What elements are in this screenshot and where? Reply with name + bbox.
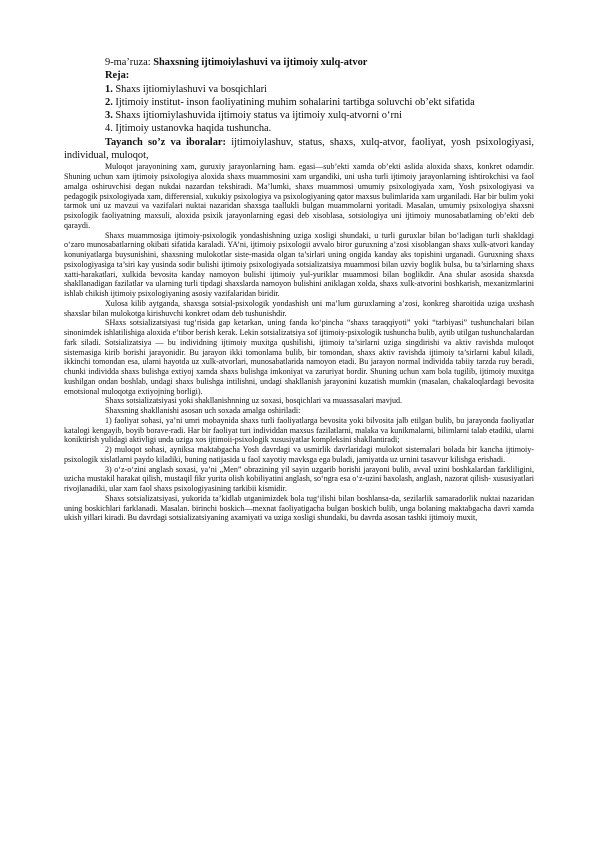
paragraph: Shaxs muammosiga ijtimoiy-psixologik yondashishning uziga xosligi shundaki, u turli guruxlar bilan bo‘ladigan turli shakldagi o‘zaro munosabatlarning okibati sifatida karaladi. YA’ni, ijtimoiy psixologii avvalo biror guruxning a’zosi xisoblangan shaxs xulk-atvori kanday konuniyatlarga buysunishini, shaxsning mulokotlar siste-masida olgan ta’sirlari uning ongida kanday aks topishini urganadi. Guruxning shaxs psixologiyasiga ta’siri kay yusinda sodir bulishi ijtimoiy psixologiyada sotsializatsiya muammosi bilan uzviy boglik bulsa, bu ta’sirlarning shaxs xatti-harakatlari, xulkida bevosita kanday namoyon bulishi ijtimoiy yul-yuriklar muammosi bilan boglikdir. Ana shular asosida shaxsda shakllanadigan fazilatlar va ularning turli tipdagi shaxslarda namoyon bulishini aniklagan xolda, shaxs xulk-atvorini boshkarish, mexanizmlarini ishlab chikish ijtimoiy psixologiyaning asosiy vazifalaridan biridir. [64, 230, 534, 299]
paragraph: Muloqot jarayonining xam, guruxiy jarayonlarning ham. egasi—sub’ekti xamda ob’ekti aslida aloxida shaxs, konkret odamdir. Shuning uchun xam ijtimoiy psixologiya aloxida shaxs muammosini xam urgandiki, uni usha turli ijtimoiy jarayonlarning ishtirokchisi va faol amalga oshiruvchisi degan nukdai nazardan tekshiradi. Ma’lumki, shaxs muammosi umumiy psixologiyada xam, Yosh psixologiyasi va pedagogik psixologiyada xam, differensial, xukukiy psixologiya va psixologiyaning qator maxsus bulimlarida xam urganiladi. Har bir bulim yoki tarmok uni uz mavzui va vazifalari nuktai nazaridan shaxsga taallukli bulgan muammolarni yoritadi. Masalan, umumiy psixologiya shaxsni psixologik faoliyatning maxsuli, aloxida psixik jarayonlarning egasi deb xisoblasa, sotsiologiya uni ijtimoiy munosabatlarning ob’ekti deb qaraydi. [64, 162, 534, 230]
paragraph: Xulosa kilib aytganda, shaxsga sotsial-psixologik yondashish uni ma’lum guruxlarning a’zosi, konkreg sharoitida uziga uxshash shaxslar bilan mulokotga kirishuvchi konkret odam deb tushunishdir. [64, 298, 534, 318]
keywords-text: ijtimoiylashuv, status, shaxs, xulq-atvor, faoliyat, yosh psixologiyasi, individual, muloqot, [64, 136, 534, 162]
list-item: 2) muloqot sohasi, ayniksa maktabgacha Yosh davrdagi va usmirlik davrlaridagi mulokot sistemalari bolada bir kancha ijtimoiy-psixologik xislatlarni paydo kiladiki, buning natijasida u faol xayotiy mavksga ega buladi, jamiyatda uz urnini tasavvur kilishga erishadi. [64, 445, 534, 464]
paragraph: SHaxs sotsializatsiyasi tug‘risida gap ketarkan, uning fanda ko‘pincha “shaxs taraqqiyoti” yoki “tarbiyasi” tushunchalari bilan sinonimdek ishlatilishiga aloxida e’tibor berish kerak. Lekin sotsializatsiya sof ijtimoiy-psixologik tushuncha bulib, aytib utilgan tushunchalardan fark siladi. Sotsializatsiya — bu individning ijtimoiy muxitga qushilishi, ijtimoiy ta’sirlarni uziga singdirishi va aktiv ravishda muloqot sistemasiga kirib borishi jarayonidir. Bu jarayon ikki tomonlama bulib, bir tomondan, shaxs aktiv ravishda ijtimoiy ta’sirlarni kabul kiladi, ikkinchi tomondan esa, ularni hayotda uz xulk-atvorlari, munosabatlarida namoyon etadi. Bu jarayon normal individda tabiiy tarzda ruy beradi, chunki individda shaxs bulishga extiyoj xamda shaxs bulishga imkoniyat va zaruriyat bordir. Shuning uchun xam bola tugilib, ijtimoiy muxitga kushilgan ondan boshlab, undagi shaxs bulishga intilishni, undagi shakllanish jarayonini kuzatish mumkin (masalan, chakaloqlardagi bevosita emotsional muloqotga extiyojning borligi). [64, 318, 534, 396]
lecture-prefix: 9-ma’ruza: [105, 57, 154, 68]
lecture-heading [64, 56, 534, 69]
list-item: 1) faoliyat sohasi, ya’ni umri mobaynida shaxs turli faoliyatlarga bevosita yoki bilvosita jalb etilgan bulib, bu jarayonda faoliyatlar katalogi kengayib, boyib borave-radi. Har bir faoliyat turi individdan maxsus fazilatlarni, malaka va kunikmalarni, bilimlarni talab etadiki, ularni koniktirish yulidagi aktivligi unda uziga xos ijtimoii-psixologik xususiyatlar kompleksini shakllantiradi; [64, 415, 534, 445]
paragraph: Shaxs sotsializatsiyasi yoki shakllanishnning uz soxasi, bosqichlari va muassasalari mavjud. [105, 396, 403, 406]
plan-item-3: 3. Shaxs ijtiomiylashuvida ijtimoiy status va ijtimoiy xulq-atvorni o‘rni [105, 110, 402, 122]
plan-label: Reja: [105, 70, 130, 82]
lecture-title: Shaxsning ijtimoiylashuvi va ijtimoiy xulq-atvor [153, 57, 368, 68]
paragraph: Shaxsning shakllanishi asosan uch soxada amalga oshiriladi: [105, 406, 301, 416]
plan-item-4: 4. Ijtimoiy ustanovka haqida tushuncha. [105, 123, 272, 135]
document-body [64, 56, 534, 523]
keywords-line [64, 136, 534, 163]
plan-item-2: 2. Ijtimoiy institut- inson faoliyatining muhim sohalarini tartibga soluvchi ob’ekt sifatida [105, 96, 475, 108]
keywords-label: Tayanch so’z va iboralar: [105, 136, 226, 148]
plan-item-1: 1. Shaxs ijtiomiylashuvi va bosqichlari [105, 83, 267, 95]
paragraph: Shaxs sotsializatsiyasi, yukorida ta’kidlab utganimizdek bola tug‘ilishi bilan boshlansa-da, sezilarlik samaradorlik nuktai nazaridan uning boskichlari farklanadi. Masalan. birinchi boskich—mexnat faoliyatigacha bulgan boskich bulib, unga bolaning maktabgacha davri xamda ukish yillari kiradi. Bu davrdagi sotsializatsiyaning axamiyati va uziga xosligi shundaki, bu davrda asosan tashki ijtimoiy muxit, [64, 493, 534, 523]
list-item: 3) o‘z-o‘zini anglash soxasi, ya’ni „Men” obrazining yil sayin uzgarib borishi jarayoni bulib, avval uzini boshkalardan farkliligini, uzicha mustakil harakat qilish, mustaqil fikr yurita olish kobiliyatini anglash, so‘ngra esa o‘z-uzini baxolash, anglash, nazorat qilish- xususiyatlari rivojlanadiki, ular xam faol shaxs psixologiyasining tarkibii kismidir. [64, 464, 534, 494]
